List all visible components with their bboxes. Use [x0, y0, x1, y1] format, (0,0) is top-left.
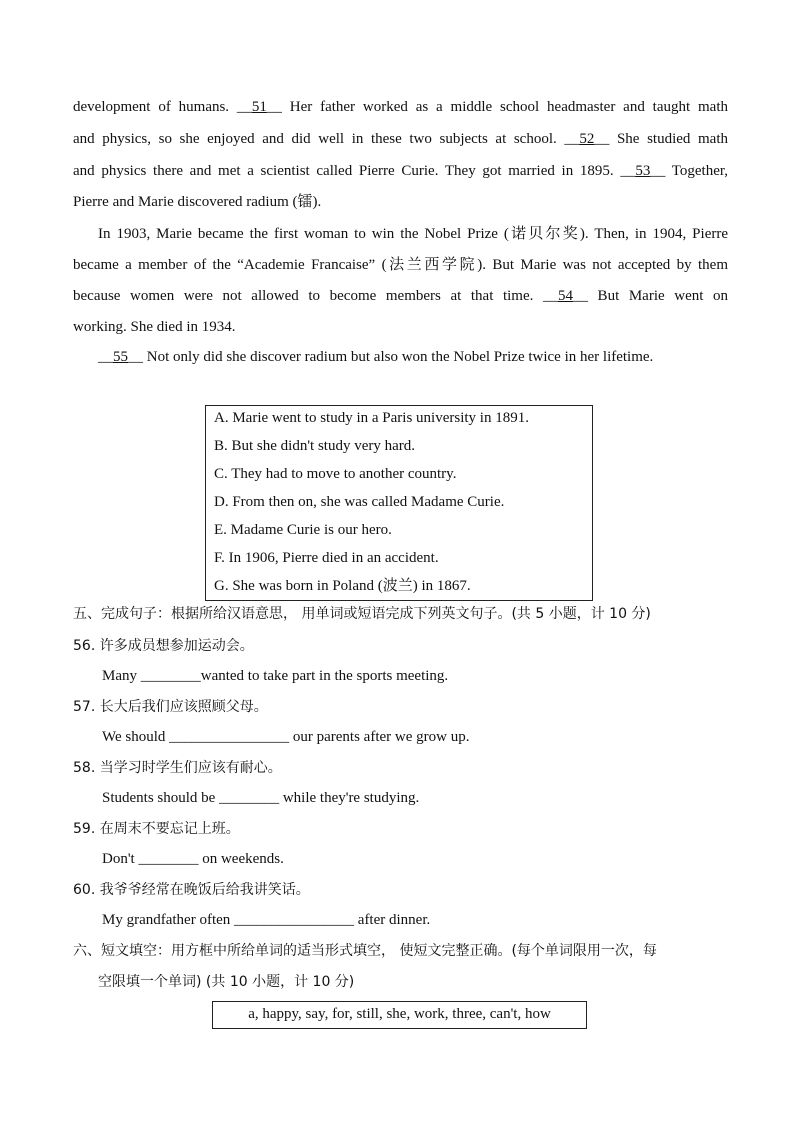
passage-line: In 1903, Marie became the first woman to win the Nobel Prize (诺贝尔奖). Then, in 1904, Pierre [98, 226, 728, 242]
question-58-sentence: Students should be ________ while they're studying. [102, 790, 420, 806]
text-segment: and physics there and met a scientist called Pierre Curie. They got married in 1895. __ [73, 163, 636, 179]
text-segment: because women were not allowed to become members at that time. __ [73, 288, 558, 304]
blank-55: 55 [113, 349, 128, 365]
question-60-sentence: My grandfather often ________________ after dinner. [102, 912, 431, 928]
option-c: C. They had to move to another country. [214, 466, 457, 482]
blank-52: 52 [579, 131, 595, 147]
question-58-chinese: 58. 当学习时学生们应该有耐心。 [73, 760, 282, 776]
passage-line [73, 97, 728, 117]
section-5-heading: 五、完成句子：根据所给汉语意思， 用单词或短语完成下列英文句子。(共 5 小题，计 10 分) [73, 606, 651, 622]
passage-line [73, 286, 728, 306]
text-segment: __ Not only did she discover radium but also won the Nobel Prize twice in her lifetime. [128, 349, 654, 365]
question-59-chinese: 59. 在周末不要忘记上班。 [73, 821, 240, 837]
text-segment: and physics, so she enjoyed and did well in these two subjects at school. __ [73, 131, 580, 147]
passage-line: working. She died in 1934. [73, 319, 236, 335]
text-segment: development of humans. __ [73, 99, 252, 115]
blank-54: 54 [557, 288, 573, 304]
question-59-sentence: Don't ________ on weekends. [102, 851, 284, 867]
option-e: E. Madame Curie is our hero. [214, 522, 392, 538]
option-d: D. From then on, she was called Madame Curie. [214, 494, 505, 510]
question-56-sentence: Many ________wanted to take part in the sports meeting. [102, 668, 449, 684]
text-segment: __ She studied math [594, 131, 728, 147]
option-g: G. She was born in Poland (波兰) in 1867. [214, 578, 471, 594]
passage-line [98, 347, 728, 367]
section-6-heading-cont: 空限填一个单词) (共 10 小题，计 10 分) [98, 974, 355, 990]
text-segment: __ Together, [650, 163, 728, 179]
blank-53: 53 [635, 163, 651, 179]
passage-line: Pierre and Marie discovered radium (镭). [73, 194, 322, 210]
text-segment: __ Her father worked as a middle school headmaster and taught math [266, 99, 728, 115]
option-f: F. In 1906, Pierre died in an accident. [214, 550, 439, 566]
text-segment: __ But Marie went on [572, 288, 728, 304]
question-57-sentence: We should ________________ our parents after we grow up. [102, 729, 470, 745]
blank-51: 51 [251, 99, 267, 115]
option-b: B. But she didn't study very hard. [214, 438, 416, 454]
question-56-chinese: 56. 许多成员想参加运动会。 [73, 638, 254, 654]
question-57-chinese: 57. 长大后我们应该照顾父母。 [73, 699, 268, 715]
question-60-chinese: 60. 我爷爷经常在晚饭后给我讲笑话。 [73, 882, 310, 898]
options-box [205, 405, 593, 601]
passage-line [73, 129, 728, 149]
passage-line [73, 161, 728, 181]
passage-line: became a member of the “Academie Francaise” (法兰西学院). But Marie was not accepted by them [73, 257, 728, 273]
word-bank-box: a, happy, say, for, still, she, work, three, can't, how [212, 1001, 587, 1029]
section-6-heading: 六、短文填空：用方框中所给单词的适当形式填空， 使短文完整正确。(每个单词限用一次，每 [73, 943, 657, 959]
text-segment: __ [98, 349, 113, 365]
option-a: A. Marie went to study in a Paris university in 1891. [214, 410, 529, 426]
